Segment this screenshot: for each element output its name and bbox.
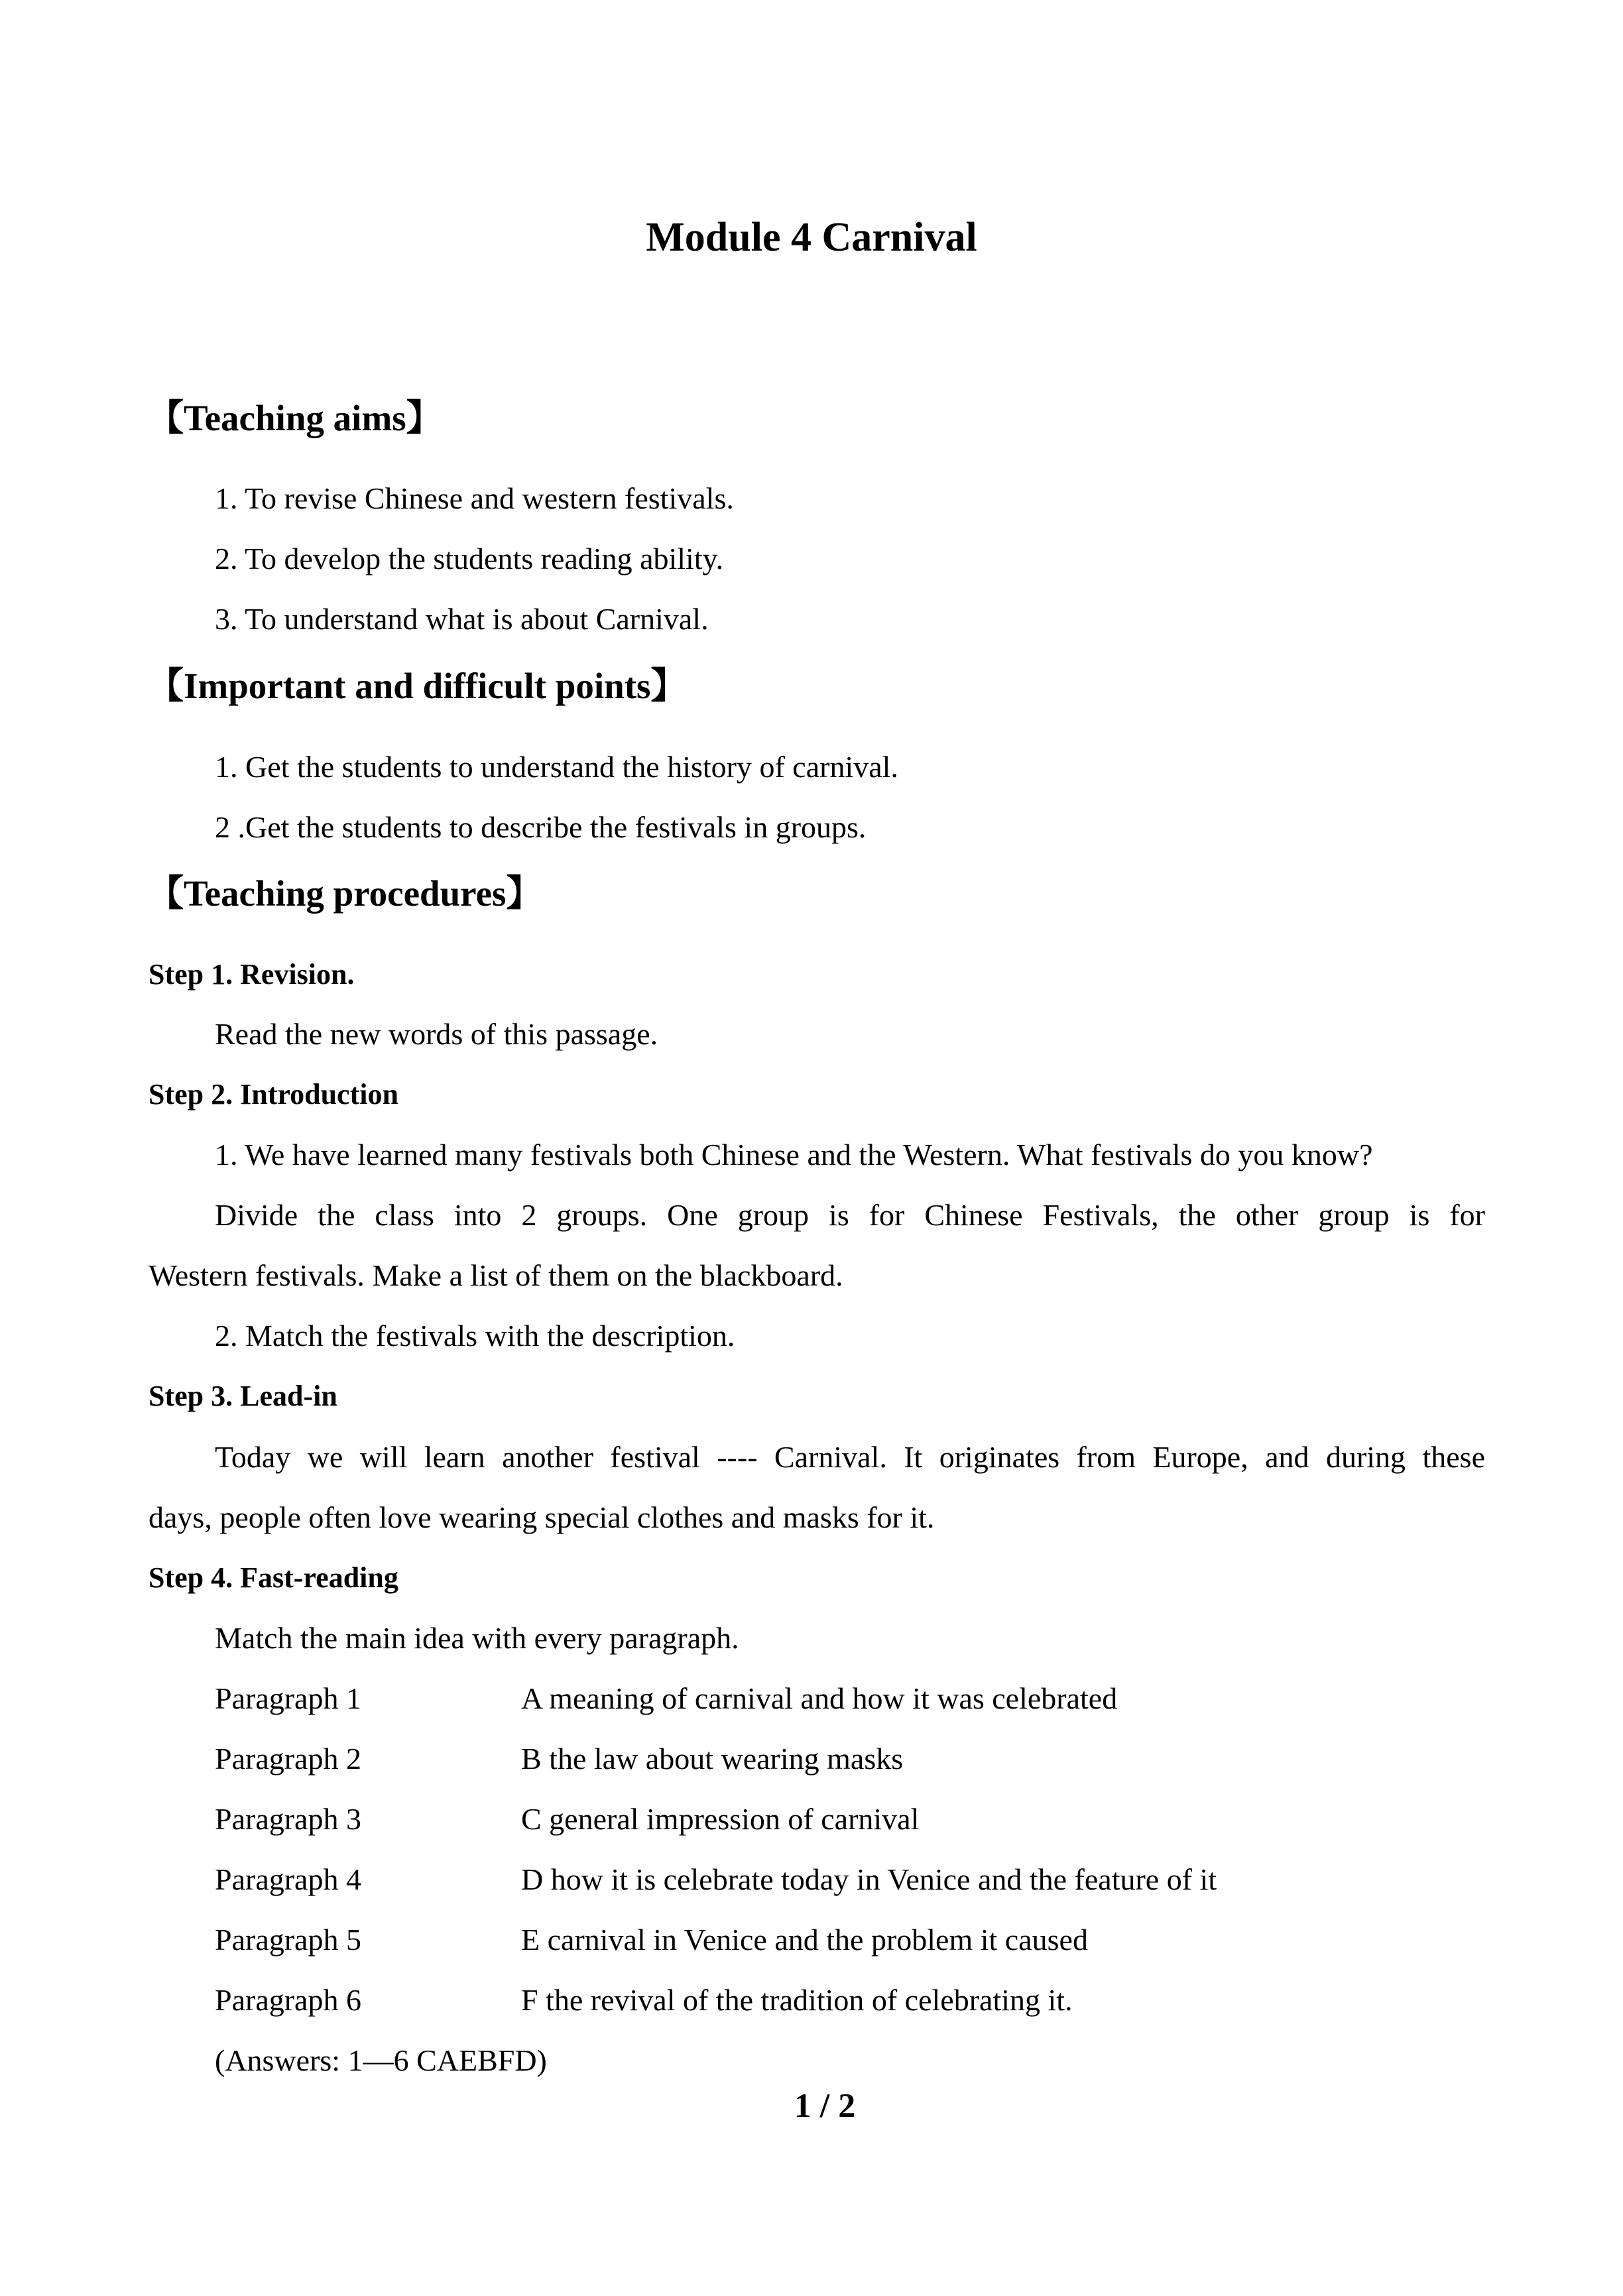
paragraph-description: B the law about wearing masks — [521, 1742, 904, 1776]
paragraph-description: A meaning of carnival and how it was celebrated — [521, 1681, 1118, 1715]
step2-line3: 2. Match the festivals with the description. — [215, 1319, 735, 1353]
paragraph-label: Paragraph 1 — [215, 1681, 361, 1715]
paragraph-description: E carnival in Venice and the problem it caused — [521, 1923, 1088, 1957]
step1-text: Read the new words of this passage. — [215, 1017, 658, 1051]
step4-intro: Match the main idea with every paragraph. — [215, 1621, 739, 1655]
aim-item-1: 1. To revise Chinese and western festivals. — [215, 481, 734, 515]
page-number: 1 / 2 — [794, 2087, 856, 2125]
teaching-aims-heading: 【Teaching aims】 — [147, 398, 443, 438]
paragraph-description: C general impression of carnival — [521, 1802, 920, 1836]
step3-line1: Today we will learn another festival ---- Carnival. It originates from Europe, and during these — [215, 1440, 1485, 1474]
step3-line2: days, people often love wearing special clothes and masks for it. — [149, 1500, 935, 1534]
teaching-procedures-heading: 【Teaching procedures】 — [147, 873, 543, 914]
step4-heading: Step 4. Fast-reading — [149, 1561, 398, 1594]
paragraph-label: Paragraph 5 — [215, 1923, 361, 1957]
page-title: Module 4 Carnival — [646, 215, 977, 260]
paragraph-label: Paragraph 4 — [215, 1862, 361, 1896]
point-item-2: 2 .Get the students to describe the festivals in groups. — [215, 810, 867, 844]
step2-line2a: Divide the class into 2 groups. One group is for Chinese Festivals, the other group is for — [215, 1198, 1485, 1232]
step2-heading: Step 2. Introduction — [149, 1078, 398, 1111]
aim-item-3: 3. To understand what is about Carnival. — [215, 602, 709, 636]
step1-heading: Step 1. Revision. — [149, 958, 355, 991]
step2-line1: 1. We have learned many festivals both Chinese and the Western. What festivals do you know? — [215, 1138, 1373, 1172]
paragraph-description: F the revival of the tradition of celebrating it. — [521, 1983, 1073, 2017]
aim-item-2: 2. To develop the students reading ability. — [215, 542, 724, 575]
paragraph-label: Paragraph 6 — [215, 1983, 361, 2017]
step2-line2b: Western festivals. Make a list of them on the blackboard. — [149, 1258, 843, 1292]
paragraph-label: Paragraph 3 — [215, 1802, 361, 1836]
answers-line: (Answers: 1—6 CAEBFD) — [215, 2043, 547, 2077]
important-points-heading: 【Important and difficult points】 — [147, 666, 688, 706]
step3-heading: Step 3. Lead-in — [149, 1380, 337, 1412]
paragraph-description: D how it is celebrate today in Venice and the feature of it — [521, 1862, 1217, 1896]
paragraph-label: Paragraph 2 — [215, 1742, 361, 1776]
point-item-1: 1. Get the students to understand the history of carnival. — [215, 750, 898, 784]
